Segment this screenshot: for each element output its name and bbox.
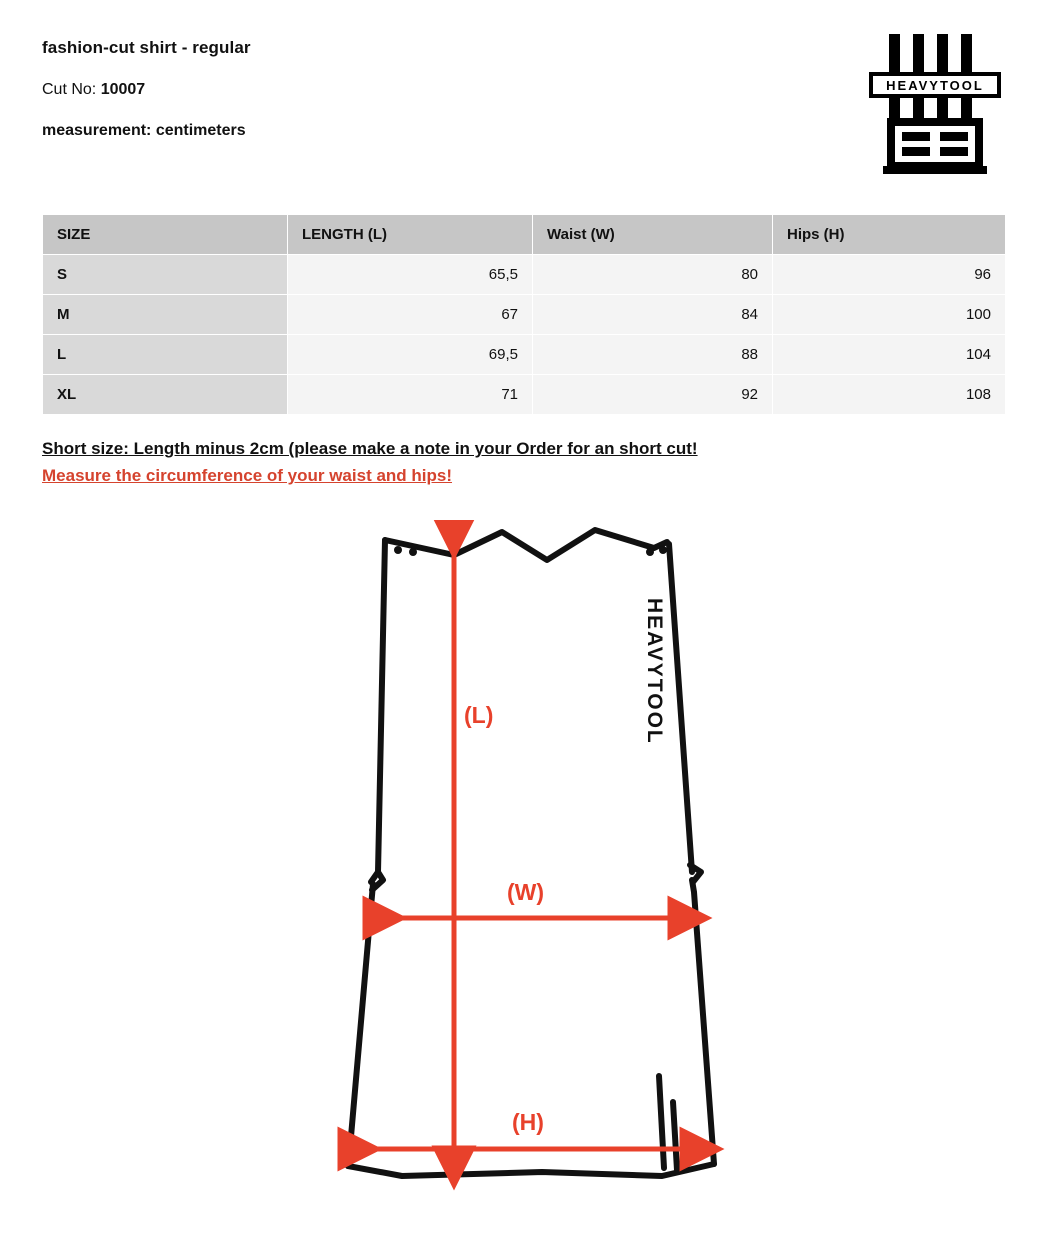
column-header-hips: Hips (H) [773, 215, 1006, 255]
column-header-waist: Waist (W) [533, 215, 773, 255]
cell-size: M [43, 295, 288, 335]
size-table-head [43, 215, 1006, 255]
column-header-size: SIZE [43, 215, 288, 255]
cell-waist: 80 [533, 255, 773, 295]
note-measure-circumference: Measure the circumference of your waist and hips! [42, 466, 453, 485]
diagram-brand-text: HEAVYTOOL [643, 598, 666, 745]
column-header-length: LENGTH (L) [288, 215, 533, 255]
logo-icon [869, 34, 1001, 174]
size-table [42, 214, 1006, 415]
length-label-text: (L) [464, 702, 494, 728]
cut-number-value: 10007 [100, 81, 146, 98]
table-row [43, 255, 1006, 295]
cell-length: 67 [288, 295, 533, 335]
size-table-body [43, 255, 1006, 415]
table-row [43, 295, 1006, 335]
svg-text:HEAVYTOOL: HEAVYTOOL [886, 78, 984, 93]
cell-length: 71 [288, 375, 533, 415]
hips-label-text: (H) [512, 1109, 544, 1135]
table-header-row [43, 215, 1006, 255]
note-short-size: Short size: Length minus 2cm (please make a note in your Order for an short cut! [42, 439, 698, 458]
cut-number-line [42, 81, 1003, 99]
cell-hips: 108 [773, 375, 1006, 415]
table-row [43, 375, 1006, 415]
cell-hips: 104 [773, 335, 1006, 375]
cell-waist: 92 [533, 375, 773, 415]
cut-number-label: Cut No: [42, 81, 97, 98]
cell-size: L [43, 335, 288, 375]
waist-label-text: (W) [507, 879, 545, 905]
garment-diagram [42, 520, 1005, 1210]
cell-hips: 96 [773, 255, 1006, 295]
document-header [42, 30, 1003, 180]
cell-length: 69,5 [288, 335, 533, 375]
cell-size: S [43, 255, 288, 295]
garment-sketch-icon [42, 520, 1005, 1210]
measurement-unit-line: measurement: centimeters [42, 122, 246, 139]
table-row [43, 335, 1006, 375]
cell-hips: 100 [773, 295, 1006, 335]
title-block [42, 30, 1003, 140]
heavytool-gear-logo [869, 34, 1001, 174]
cell-length: 65,5 [288, 255, 533, 295]
page-title: fashion-cut shirt - regular [42, 38, 251, 57]
cell-waist: 88 [533, 335, 773, 375]
cell-waist: 84 [533, 295, 773, 335]
cell-size: XL [43, 375, 288, 415]
